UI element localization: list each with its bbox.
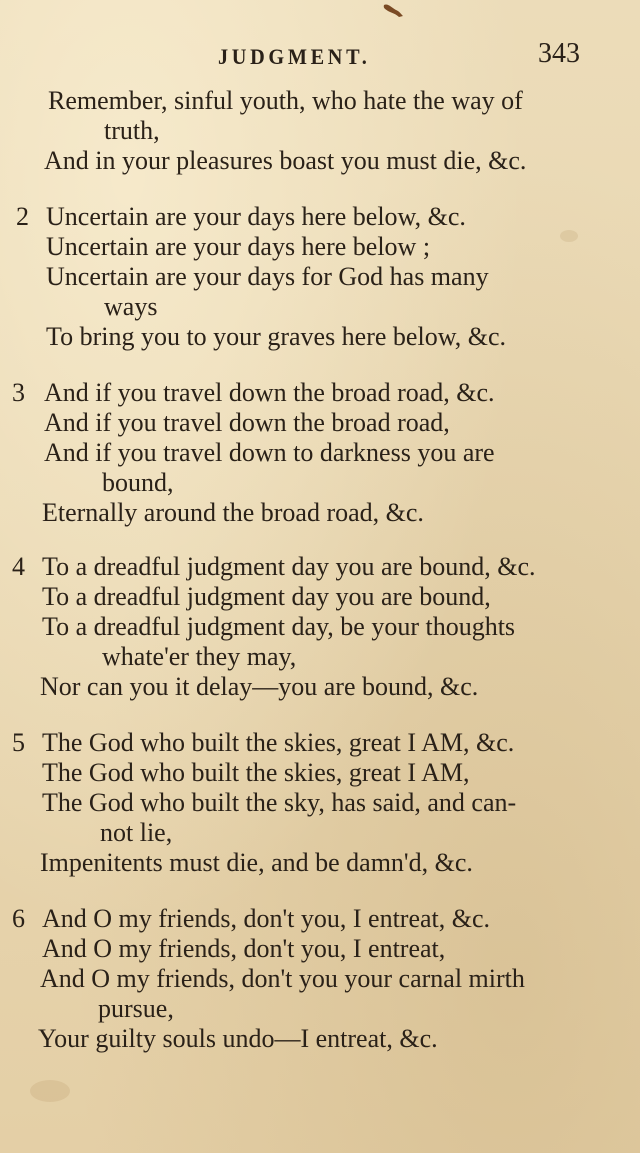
- verse-line: truth,: [104, 116, 160, 145]
- verse-line: Your guilty souls undo—I entreat, &c.: [38, 1024, 438, 1053]
- running-head: JUDGMENT.: [218, 44, 371, 69]
- verse-line: Nor can you it delay—you are bound, &c.: [40, 672, 479, 701]
- verse-number: 2: [16, 202, 29, 231]
- verse-number: 5: [12, 728, 25, 757]
- verse-line: Uncertain are your days here below, &c.: [46, 202, 466, 231]
- verse-line: not lie,: [100, 818, 173, 847]
- verse-line: The God who built the skies, great I AM,: [42, 758, 470, 787]
- verse-number: 6: [12, 904, 25, 933]
- verse-line: pursue,: [98, 994, 174, 1023]
- verse-number: 3: [12, 378, 25, 407]
- verse-line: To bring you to your graves here below, &c.: [46, 322, 507, 351]
- verse-line: Impenitents must die, and be damn'd, &c.: [40, 848, 473, 877]
- verse-line: And if you travel down the broad road,: [44, 408, 450, 437]
- verse-line: To a dreadful judgment day, be your thoughts: [42, 612, 516, 641]
- verse-line: whate'er they may,: [102, 642, 297, 671]
- verse-line: ways: [104, 292, 158, 321]
- verse-line: To a dreadful judgment day you are bound,: [42, 582, 491, 611]
- paper-stain: [560, 230, 578, 242]
- verse-line: To a dreadful judgment day you are bound, &c.: [42, 552, 536, 581]
- verse-line: And if you travel down to darkness you are: [44, 438, 495, 467]
- verse-number: 4: [12, 552, 25, 581]
- printers-ornament-icon: [382, 2, 404, 18]
- verse-line: The God who built the skies, great I AM, &c.: [42, 728, 515, 757]
- verse-line: The God who built the sky, has said, and can-: [42, 788, 517, 817]
- paper-stain: [30, 1080, 70, 1102]
- page-number: 343: [538, 38, 580, 69]
- verse-line: Eternally around the broad road, &c.: [42, 498, 424, 527]
- verse-line: Uncertain are your days here below ;: [46, 232, 431, 261]
- verse-line: And if you travel down the broad road, &c.: [44, 378, 495, 407]
- verse-line: Remember, sinful youth, who hate the way of: [48, 86, 523, 115]
- verse-line: bound,: [102, 468, 174, 497]
- verse-line: Uncertain are your days for God has many: [46, 262, 489, 291]
- verse-line: And O my friends, don't you, I entreat,: [42, 934, 446, 963]
- verse-line: And O my friends, don't you your carnal mirth: [40, 964, 525, 993]
- verse-line: And O my friends, don't you, I entreat, &c.: [42, 904, 491, 933]
- verse-line: And in your pleasures boast you must die, &c.: [44, 146, 527, 175]
